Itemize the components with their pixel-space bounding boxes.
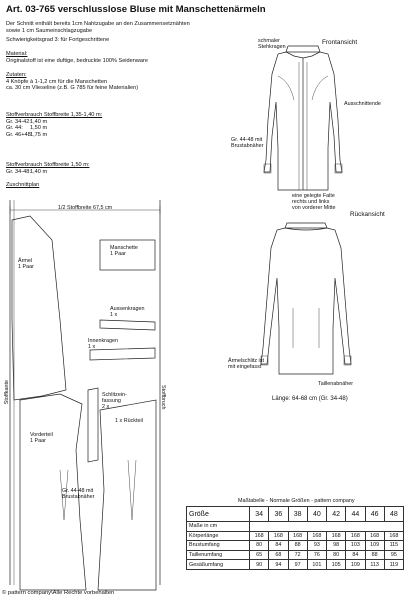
- fabric-size: Gr. 44:: [6, 125, 23, 132]
- fabric-size: Gr. 34-42:: [6, 118, 31, 125]
- dart-note-line: Brustabnäher: [231, 143, 264, 150]
- value-cell: 65: [250, 550, 269, 560]
- size-cell: 36: [269, 507, 288, 522]
- fabric-size: Gr. 34-48:: [6, 168, 31, 175]
- value-cell: 109: [365, 541, 384, 551]
- value-cell: 90: [250, 560, 269, 570]
- row-label: Gesäßumfang: [187, 560, 250, 570]
- fabric-amount: 1,40 m: [30, 168, 48, 175]
- front-piece-label: [30, 432, 53, 444]
- size-cell: 44: [346, 507, 365, 522]
- fabric-size: Gr. 46+48:: [6, 131, 33, 138]
- outer-collar-label: [110, 306, 144, 318]
- fabric-amount: 1,50 m: [30, 125, 48, 132]
- dart-note-line: Gr. 44-48 mit: [231, 137, 263, 143]
- inner-collar-label: [88, 338, 118, 350]
- piece-line: Ärmel: [18, 258, 33, 264]
- fold-label: Stoffbruch: [160, 385, 167, 410]
- value-cell: 88: [365, 550, 384, 560]
- sleeve-piece-label: [18, 258, 34, 270]
- value-cell: 168: [346, 531, 365, 541]
- fabric-width-label: 1/2 Stoffbreite 67,5 cm: [58, 205, 113, 211]
- value-cell: 80: [327, 550, 346, 560]
- size-cell: 38: [288, 507, 307, 522]
- value-cell: 80: [250, 541, 269, 551]
- value-cell: 115: [384, 541, 403, 551]
- row-label: Taillenumfang: [187, 550, 250, 560]
- value-cell: 84: [269, 541, 288, 551]
- pleat-note-line: eine gelegte Falte: [292, 193, 335, 199]
- material-text: Originalstoff ist eine duftige, bedruckte 100% Seidenware: [6, 57, 149, 64]
- material-section: [6, 51, 148, 64]
- value-cell: 103: [346, 541, 365, 551]
- collar-note-line: schmaler: [258, 38, 280, 44]
- pleat-note-line: von vorderer Mitte: [292, 205, 336, 212]
- fabric-usage-2: [6, 162, 89, 175]
- bust-dart-piece-note: [62, 488, 94, 500]
- value-cell: 113: [365, 560, 384, 570]
- fabric-row: [6, 132, 102, 139]
- fabric-row: [6, 169, 89, 176]
- value-cell: 105: [327, 560, 346, 570]
- front-view-label: Frontansicht: [322, 39, 358, 46]
- fabric-usage-1: [6, 112, 102, 138]
- size-header-label: Größe: [187, 507, 250, 522]
- waist-dart-note: Taillenabnäher: [318, 381, 354, 387]
- neckline-end-note: Ausschnittende: [344, 101, 381, 107]
- piece-line: Schlitzein-: [102, 392, 127, 398]
- value-cell: 94: [269, 560, 288, 570]
- footer-copyright: © pattern company\Alle Rechte vorbehalten: [2, 590, 115, 596]
- value-cell: 88: [288, 541, 307, 551]
- size-header-row: [187, 507, 404, 522]
- collar-note-line: Stehkragen: [258, 44, 286, 51]
- selvage-label: Stoffkante: [4, 380, 10, 405]
- front-view-drawing: [238, 40, 388, 200]
- cuff-piece-label: [110, 245, 138, 257]
- size-table: [186, 506, 404, 570]
- piece-line: Aussenkragen: [110, 306, 145, 312]
- empty-cell: [250, 522, 404, 532]
- piece-line: Innenkragen: [88, 338, 118, 344]
- value-cell: 168: [288, 531, 307, 541]
- dart-note: [231, 137, 263, 149]
- back-view-label: Rückansicht: [350, 211, 385, 218]
- value-cell: 98: [327, 541, 346, 551]
- sleeve-slit-note: [228, 358, 264, 370]
- size-cell: 48: [384, 507, 403, 522]
- value-cell: 168: [327, 531, 346, 541]
- notion-line: 4 Knöpfe à 1-1,2 cm für die Manschetten: [6, 78, 108, 85]
- facing-piece-label: [102, 392, 127, 411]
- value-cell: 95: [384, 550, 403, 560]
- piece-line: 1 x: [110, 312, 118, 319]
- cutting-layout-heading: Zuschnittplan: [6, 182, 40, 188]
- size-table-caption: Maßtabelle - Normale Größen - pattern company: [238, 498, 355, 504]
- piece-line: Gr. 44-48 mit: [62, 488, 94, 494]
- fabric-heading: Stoffverbrauch Stoffbreite 1,35-1,40 m:: [6, 112, 103, 118]
- piece-line: Manschette: [110, 245, 138, 251]
- table-row: [187, 560, 404, 570]
- fabric-row: [6, 125, 102, 132]
- size-cell: 42: [327, 507, 346, 522]
- table-row: [187, 531, 404, 541]
- notions-heading: Zutaten:: [6, 72, 27, 78]
- intro-line: sowie 1 cm Saumeinschlagzugabe: [6, 27, 93, 34]
- piece-line: Brustabnäher: [62, 494, 95, 501]
- intro-line: Der Schnitt enthält bereits 1cm Nahtzugabe an den Zusammensetznähten: [6, 21, 190, 27]
- value-cell: 119: [384, 560, 403, 570]
- value-cell: 72: [288, 550, 307, 560]
- row-label: Körperlänge: [187, 531, 250, 541]
- slit-note-line: mit eingefasst: [228, 364, 262, 371]
- row-label: Brustumfang: [187, 541, 250, 551]
- fabric-amount: 1,75 m: [30, 131, 48, 138]
- notions-section: [6, 72, 138, 92]
- pleat-note: [292, 193, 335, 212]
- value-cell: 168: [307, 531, 326, 541]
- value-cell: 76: [307, 550, 326, 560]
- size-cell: 34: [250, 507, 269, 522]
- table-row: [187, 541, 404, 551]
- unit-row: [187, 522, 404, 532]
- length-note: Länge: 64-68 cm (Gr. 34-48): [272, 396, 348, 402]
- back-view-drawing: [245, 218, 365, 378]
- intro-text: [6, 21, 190, 34]
- value-cell: 109: [346, 560, 365, 570]
- page-title: Art. 03-765 verschlusslose Bluse mit Manschettenärmeln: [6, 4, 266, 15]
- notion-line: ca. 30 cm Vlieseline (z.B. G 785 für feine Materialien): [6, 85, 139, 92]
- value-cell: 93: [307, 541, 326, 551]
- piece-line: 1 x: [88, 344, 96, 351]
- size-cell: 46: [365, 507, 384, 522]
- value-cell: 168: [384, 531, 403, 541]
- value-cell: 101: [307, 560, 326, 570]
- piece-line: fassung: [102, 398, 121, 405]
- value-cell: 97: [288, 560, 307, 570]
- fabric-heading: Stoffverbrauch Stoffbreite 1,50 m:: [6, 162, 90, 168]
- fabric-amount: 1,40 m: [30, 118, 48, 125]
- piece-line: 1 Paar: [110, 251, 126, 258]
- piece-line: 1 Paar: [30, 438, 46, 445]
- pleat-note-line: rechts und links: [292, 199, 330, 206]
- value-cell: 84: [346, 550, 365, 560]
- size-cell: 40: [307, 507, 326, 522]
- back-piece-label: 1 x Rückteil: [115, 418, 143, 424]
- unit-label: Maße in cm: [187, 522, 250, 532]
- piece-line: 1 Paar: [18, 264, 34, 271]
- value-cell: 168: [250, 531, 269, 541]
- table-row: [187, 550, 404, 560]
- value-cell: 168: [365, 531, 384, 541]
- piece-line: 2 x: [102, 404, 110, 411]
- fabric-row: [6, 119, 102, 126]
- slit-note-line: Ärmelschlitz ist: [228, 358, 264, 364]
- piece-line: Vorderteil: [30, 432, 53, 438]
- material-heading: Material:: [6, 51, 28, 57]
- collar-note: [258, 38, 286, 50]
- difficulty: Schwierigkeitsgrad 3: für Fortgeschrittene: [6, 37, 110, 43]
- value-cell: 68: [269, 550, 288, 560]
- value-cell: 168: [269, 531, 288, 541]
